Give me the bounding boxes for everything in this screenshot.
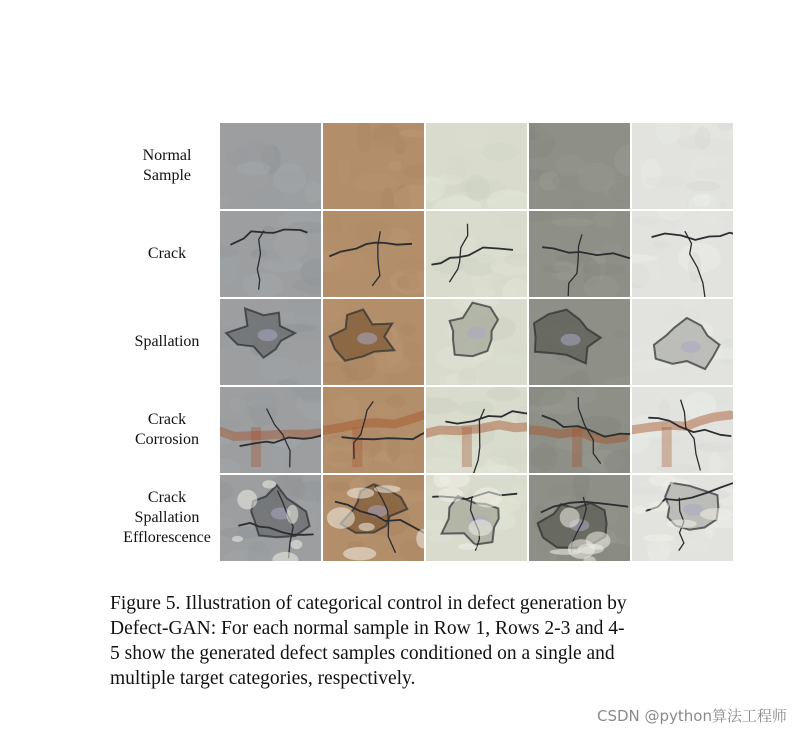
row-label-line: Sample [143, 167, 191, 184]
sample-image [529, 123, 630, 209]
row-label-line: Spallation [134, 509, 200, 526]
sample-image [529, 211, 630, 297]
caption-line: multiple target categories, respectively. [110, 668, 416, 689]
row-label-3 [108, 332, 226, 352]
row-label-4 [108, 410, 226, 450]
row-label-line: Crack [147, 411, 187, 428]
sample-image [426, 299, 527, 385]
sample-image [220, 211, 321, 297]
sample-image [323, 211, 424, 297]
caption-line: 5 show the generated defect samples conditioned on a single and [110, 643, 615, 664]
row-label-line: Crack [147, 489, 187, 506]
caption-line: Defect-GAN: For each normal sample in Row 1, Rows 2-3 and 4- [110, 618, 625, 639]
sample-image [323, 475, 424, 561]
caption-line: Figure 5. Illustration of categorical control in defect generation by [110, 593, 627, 614]
sample-image [426, 387, 527, 473]
row-label-line: Crack [147, 245, 187, 262]
sample-image [632, 211, 733, 297]
sample-image [426, 123, 527, 209]
image-grid [220, 123, 736, 561]
sample-image [323, 387, 424, 473]
sample-image [529, 387, 630, 473]
row-label-line: Corrosion [135, 431, 199, 448]
sample-image [529, 475, 630, 561]
sample-image [632, 299, 733, 385]
sample-image [220, 123, 321, 209]
sample-image [426, 475, 527, 561]
sample-image [220, 299, 321, 385]
figure-caption [110, 591, 740, 691]
sample-image [632, 123, 733, 209]
sample-image [220, 475, 321, 561]
sample-image [323, 299, 424, 385]
row-label-5 [108, 488, 226, 548]
sample-image [323, 123, 424, 209]
sample-image [529, 299, 630, 385]
row-label-1 [108, 146, 226, 186]
sample-image [426, 211, 527, 297]
sample-image [632, 475, 733, 561]
sample-image [220, 387, 321, 473]
row-label-line: Normal [142, 147, 192, 164]
row-label-line: Efflorescence [123, 529, 211, 546]
row-label-line: Spallation [134, 333, 200, 350]
sample-image [632, 387, 733, 473]
watermark: CSDN @python算法工程师 [596, 707, 787, 725]
row-label-2 [108, 244, 226, 264]
